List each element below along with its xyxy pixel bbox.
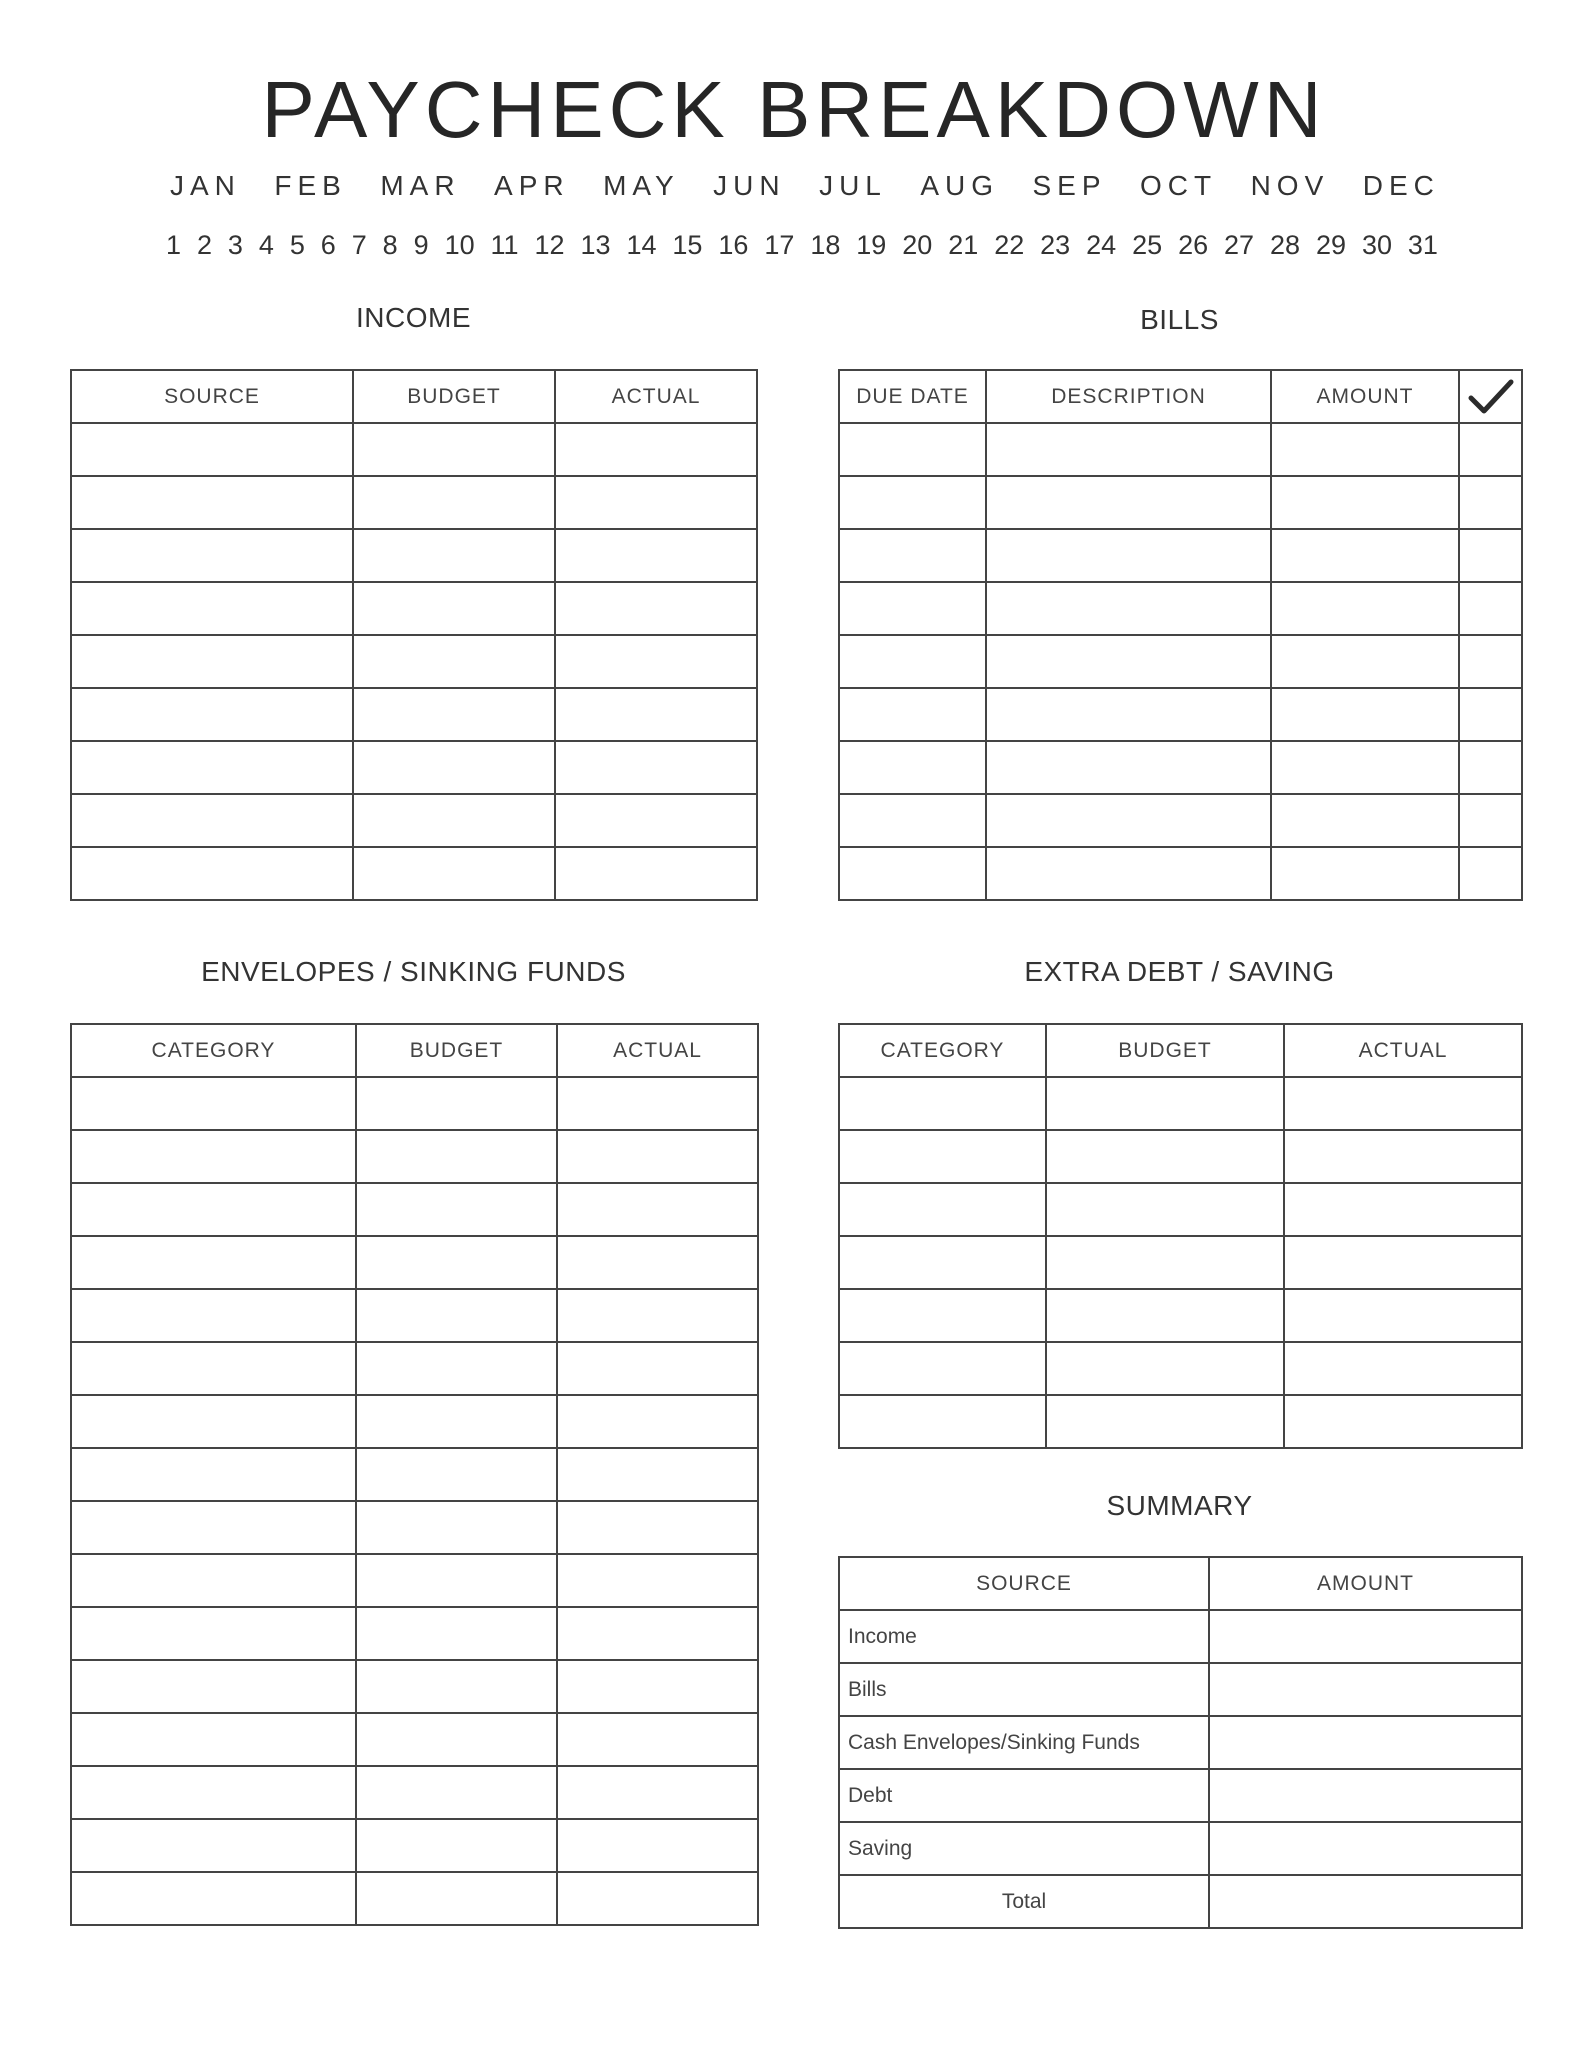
entry-cell[interactable] [71, 1183, 356, 1236]
entry-cell[interactable] [71, 1819, 356, 1872]
month-jul[interactable]: JUL [819, 170, 887, 201]
month-apr[interactable]: APR [494, 170, 570, 201]
column-header: DUE DATE [839, 370, 986, 423]
entry-cell[interactable] [1271, 794, 1459, 847]
summary-row [839, 1822, 1522, 1875]
entry-cell[interactable] [71, 847, 353, 900]
bills-title: BILLS [1140, 304, 1219, 335]
entry-cell[interactable] [557, 1554, 758, 1607]
entry-cell[interactable] [1459, 423, 1522, 476]
table-header-row [71, 370, 757, 423]
entry-cell[interactable] [839, 476, 986, 529]
summary-amount-cell[interactable] [1209, 1769, 1522, 1822]
entry-cell[interactable] [71, 794, 353, 847]
entry-cell[interactable] [557, 1607, 758, 1660]
entry-cell[interactable] [356, 1660, 557, 1713]
entry-cell[interactable] [1284, 1342, 1522, 1395]
entry-cell[interactable] [986, 635, 1271, 688]
table-row [71, 1501, 758, 1554]
entry-cell[interactable] [839, 1342, 1046, 1395]
entry-cell[interactable] [356, 1448, 557, 1501]
entry-cell[interactable] [557, 1289, 758, 1342]
entry-cell[interactable] [1459, 635, 1522, 688]
entry-cell[interactable] [839, 1236, 1046, 1289]
entry-cell[interactable] [353, 635, 555, 688]
income-title: INCOME [356, 302, 471, 333]
entry-cell[interactable] [555, 476, 757, 529]
entry-cell[interactable] [986, 794, 1271, 847]
entry-cell[interactable] [557, 1183, 758, 1236]
table-row [839, 688, 1522, 741]
summary-amount-cell[interactable] [1209, 1822, 1522, 1875]
bills-table [838, 369, 1523, 901]
day-16[interactable]: 16 [718, 230, 749, 260]
entry-cell[interactable] [1046, 1342, 1284, 1395]
entry-cell[interactable] [71, 1607, 356, 1660]
entry-cell[interactable] [71, 635, 353, 688]
table-row [839, 1077, 1522, 1130]
summary-label: Debt [839, 1769, 1209, 1822]
table-row [839, 794, 1522, 847]
entry-cell[interactable] [71, 476, 353, 529]
entry-cell[interactable] [557, 1130, 758, 1183]
entry-cell[interactable] [839, 847, 986, 900]
entry-cell[interactable] [356, 1819, 557, 1872]
entry-cell[interactable] [1284, 1130, 1522, 1183]
envelopes-title: ENVELOPES / SINKING FUNDS [201, 956, 626, 987]
column-header: ACTUAL [555, 370, 757, 423]
entry-cell[interactable] [353, 423, 555, 476]
table-row [71, 1660, 758, 1713]
entry-cell[interactable] [353, 582, 555, 635]
summary-total-row [839, 1875, 1522, 1928]
summary-title: SUMMARY [1106, 1490, 1253, 1521]
entry-cell[interactable] [71, 529, 353, 582]
summary-label: Cash Envelopes/Sinking Funds [839, 1716, 1209, 1769]
entry-cell[interactable] [839, 1130, 1046, 1183]
entry-cell[interactable] [557, 1342, 758, 1395]
entry-cell[interactable] [1271, 529, 1459, 582]
entry-cell[interactable] [356, 1501, 557, 1554]
entry-cell[interactable] [986, 847, 1271, 900]
table-row [839, 476, 1522, 529]
entry-cell[interactable] [1271, 635, 1459, 688]
table-row [71, 794, 757, 847]
column-header: AMOUNT [1209, 1557, 1522, 1610]
entry-cell[interactable] [353, 741, 555, 794]
entry-cell[interactable] [1284, 1236, 1522, 1289]
summary-label: Bills [839, 1663, 1209, 1716]
day-8[interactable]: 8 [382, 230, 398, 260]
entry-cell[interactable] [1271, 423, 1459, 476]
month-dec[interactable]: DEC [1362, 170, 1440, 201]
entry-cell[interactable] [986, 741, 1271, 794]
entry-cell[interactable] [986, 582, 1271, 635]
entry-cell[interactable] [1284, 1289, 1522, 1342]
column-header: SOURCE [839, 1557, 1209, 1610]
entry-cell[interactable] [1284, 1077, 1522, 1130]
table-row [71, 1872, 758, 1925]
table-row [71, 847, 757, 900]
summary-row [839, 1610, 1522, 1663]
entry-cell[interactable] [1459, 529, 1522, 582]
day-13[interactable]: 13 [580, 230, 611, 260]
table-row [839, 529, 1522, 582]
day-30[interactable]: 30 [1361, 230, 1392, 260]
day-23[interactable]: 23 [1040, 230, 1071, 260]
day-25[interactable]: 25 [1132, 230, 1163, 260]
table-header-row [839, 370, 1522, 423]
entry-cell[interactable] [1271, 847, 1459, 900]
entry-cell[interactable] [557, 1395, 758, 1448]
entry-cell[interactable] [1459, 476, 1522, 529]
table-row [71, 1130, 758, 1183]
income-table [70, 369, 758, 901]
table-row [839, 1183, 1522, 1236]
day-19[interactable]: 19 [856, 230, 887, 260]
entry-cell[interactable] [1284, 1395, 1522, 1448]
entry-cell[interactable] [353, 847, 555, 900]
entry-cell[interactable] [356, 1236, 557, 1289]
column-header: BUDGET [353, 370, 555, 423]
entry-cell[interactable] [353, 794, 555, 847]
entry-cell[interactable] [356, 1554, 557, 1607]
entry-cell[interactable] [71, 1448, 356, 1501]
entry-cell[interactable] [71, 1077, 356, 1130]
entry-cell[interactable] [986, 688, 1271, 741]
table-row [71, 741, 757, 794]
entry-cell[interactable] [555, 582, 757, 635]
entry-cell[interactable] [839, 741, 986, 794]
day-selector [166, 230, 1438, 261]
entry-cell[interactable] [555, 635, 757, 688]
day-10[interactable]: 10 [444, 230, 475, 260]
day-1[interactable]: 1 [166, 230, 182, 260]
table-row [71, 635, 757, 688]
entry-cell[interactable] [1271, 688, 1459, 741]
table-row [71, 1713, 758, 1766]
month-sep[interactable]: SEP [1032, 170, 1107, 201]
entry-cell[interactable] [1046, 1077, 1284, 1130]
entry-cell[interactable] [839, 582, 986, 635]
day-29[interactable]: 29 [1315, 230, 1347, 260]
entry-cell[interactable] [1046, 1236, 1284, 1289]
summary-total-cell[interactable] [1209, 1875, 1522, 1928]
column-header: CATEGORY [839, 1024, 1046, 1077]
month-may[interactable]: MAY [603, 170, 680, 201]
entry-cell[interactable] [356, 1077, 557, 1130]
day-14[interactable]: 14 [626, 230, 657, 260]
table-row [839, 1289, 1522, 1342]
column-header: BUDGET [356, 1024, 557, 1077]
entry-cell[interactable] [71, 1342, 356, 1395]
day-7[interactable]: 7 [351, 230, 367, 260]
table-header-row [839, 1557, 1522, 1610]
entry-cell[interactable] [71, 423, 353, 476]
entry-cell[interactable] [356, 1766, 557, 1819]
table-header-row [839, 1024, 1522, 1077]
table-row [71, 1819, 758, 1872]
entry-cell[interactable] [839, 1395, 1046, 1448]
table-row [839, 1130, 1522, 1183]
entry-cell[interactable] [71, 741, 353, 794]
entry-cell[interactable] [986, 529, 1271, 582]
entry-cell[interactable] [71, 688, 353, 741]
column-header: CATEGORY [71, 1024, 356, 1077]
table-row [71, 1342, 758, 1395]
entry-cell[interactable] [1459, 794, 1522, 847]
entry-cell[interactable] [71, 1713, 356, 1766]
extra-table [838, 1023, 1523, 1449]
entry-cell[interactable] [557, 1448, 758, 1501]
table-header-row [71, 1024, 758, 1077]
entry-cell[interactable] [839, 1183, 1046, 1236]
day-2[interactable]: 2 [196, 230, 212, 260]
entry-cell[interactable] [356, 1183, 557, 1236]
entry-cell[interactable] [356, 1289, 557, 1342]
day-5[interactable]: 5 [289, 230, 305, 260]
entry-cell[interactable] [1046, 1289, 1284, 1342]
summary-amount-cell[interactable] [1209, 1716, 1522, 1769]
entry-cell[interactable] [356, 1395, 557, 1448]
column-header: AMOUNT [1271, 370, 1459, 423]
entry-cell[interactable] [1046, 1130, 1284, 1183]
entry-cell[interactable] [555, 741, 757, 794]
table-row [71, 1607, 758, 1660]
column-header: DESCRIPTION [986, 370, 1271, 423]
day-31[interactable]: 31 [1407, 230, 1438, 260]
entry-cell[interactable] [71, 1872, 356, 1925]
entry-cell[interactable] [1271, 476, 1459, 529]
month-aug[interactable]: AUG [920, 170, 1000, 201]
table-row [839, 582, 1522, 635]
summary-amount-cell[interactable] [1209, 1610, 1522, 1663]
entry-cell[interactable] [71, 1395, 356, 1448]
table-row [839, 847, 1522, 900]
month-feb[interactable]: FEB [274, 170, 347, 201]
table-row [71, 1554, 758, 1607]
checkmark-icon [1459, 370, 1522, 423]
table-row [839, 1342, 1522, 1395]
table-row [71, 1448, 758, 1501]
entry-cell[interactable] [555, 847, 757, 900]
entry-cell[interactable] [555, 423, 757, 476]
entry-cell[interactable] [986, 423, 1271, 476]
column-header: ACTUAL [557, 1024, 758, 1077]
table-row [71, 688, 757, 741]
entry-cell[interactable] [71, 1554, 356, 1607]
entry-cell[interactable] [839, 529, 986, 582]
extra-title: EXTRA DEBT / SAVING [1024, 956, 1335, 987]
entry-cell[interactable] [839, 688, 986, 741]
day-3[interactable]: 3 [227, 230, 243, 260]
entry-cell[interactable] [1046, 1183, 1284, 1236]
table-row [71, 1077, 758, 1130]
entry-cell[interactable] [1459, 741, 1522, 794]
day-22[interactable]: 22 [994, 230, 1025, 260]
entry-cell[interactable] [353, 476, 555, 529]
day-12[interactable]: 12 [534, 230, 565, 260]
entry-cell[interactable] [71, 1501, 356, 1554]
entry-cell[interactable] [1459, 582, 1522, 635]
entry-cell[interactable] [839, 1077, 1046, 1130]
entry-cell[interactable] [353, 529, 555, 582]
entry-cell[interactable] [557, 1872, 758, 1925]
page-title: PAYCHECK BREAKDOWN [261, 65, 1327, 154]
entry-cell[interactable] [71, 1130, 356, 1183]
entry-cell[interactable] [356, 1342, 557, 1395]
entry-cell[interactable] [557, 1766, 758, 1819]
entry-cell[interactable] [356, 1607, 557, 1660]
entry-cell[interactable] [986, 476, 1271, 529]
month-jun[interactable]: JUN [713, 170, 786, 201]
table-row [71, 423, 757, 476]
entry-cell[interactable] [71, 1766, 356, 1819]
entry-cell[interactable] [557, 1236, 758, 1289]
entry-cell[interactable] [555, 688, 757, 741]
entry-cell[interactable] [839, 794, 986, 847]
entry-cell[interactable] [555, 529, 757, 582]
envelopes-table [70, 1023, 759, 1926]
table-row [839, 1395, 1522, 1448]
entry-cell[interactable] [71, 1289, 356, 1342]
month-oct[interactable]: OCT [1139, 170, 1218, 201]
day-6[interactable]: 6 [320, 230, 336, 260]
day-20[interactable]: 20 [902, 230, 933, 260]
month-nov[interactable]: NOV [1250, 170, 1330, 201]
table-row [71, 1289, 758, 1342]
summary-total-label: Total [839, 1875, 1209, 1928]
day-11[interactable]: 11 [490, 230, 519, 260]
table-row [839, 1236, 1522, 1289]
day-15[interactable]: 15 [672, 230, 703, 260]
column-header: BUDGET [1046, 1024, 1284, 1077]
entry-cell[interactable] [1271, 582, 1459, 635]
column-header: ACTUAL [1284, 1024, 1522, 1077]
entry-cell[interactable] [1459, 847, 1522, 900]
summary-table [838, 1556, 1523, 1929]
table-row [71, 1183, 758, 1236]
table-row [71, 1766, 758, 1819]
column-header: SOURCE [71, 370, 353, 423]
entry-cell[interactable] [557, 1819, 758, 1872]
entry-cell[interactable] [557, 1077, 758, 1130]
table-row [71, 1236, 758, 1289]
summary-label: Saving [839, 1822, 1209, 1875]
table-row [71, 476, 757, 529]
table-row [71, 1395, 758, 1448]
entry-cell[interactable] [353, 688, 555, 741]
entry-cell[interactable] [557, 1713, 758, 1766]
entry-cell[interactable] [557, 1660, 758, 1713]
month-selector [170, 170, 1440, 202]
day-18[interactable]: 18 [810, 230, 841, 260]
summary-row [839, 1663, 1522, 1716]
table-row [839, 741, 1522, 794]
summary-row [839, 1769, 1522, 1822]
entry-cell[interactable] [71, 1660, 356, 1713]
entry-cell[interactable] [839, 635, 986, 688]
entry-cell[interactable] [557, 1501, 758, 1554]
entry-cell[interactable] [71, 1236, 356, 1289]
table-row [71, 529, 757, 582]
table-row [839, 635, 1522, 688]
summary-row [839, 1716, 1522, 1769]
summary-amount-cell[interactable] [1209, 1663, 1522, 1716]
month-jan[interactable]: JAN [170, 170, 241, 201]
table-row [71, 582, 757, 635]
entry-cell[interactable] [1284, 1183, 1522, 1236]
entry-cell[interactable] [1046, 1395, 1284, 1448]
entry-cell[interactable] [356, 1130, 557, 1183]
entry-cell[interactable] [1271, 741, 1459, 794]
day-9[interactable]: 9 [413, 230, 429, 260]
day-26[interactable]: 26 [1178, 230, 1209, 260]
month-mar[interactable]: MAR [380, 170, 461, 201]
entry-cell[interactable] [1459, 688, 1522, 741]
summary-label: Income [839, 1610, 1209, 1663]
entry-cell[interactable] [839, 1289, 1046, 1342]
day-24[interactable]: 24 [1086, 230, 1117, 260]
entry-cell[interactable] [356, 1872, 557, 1925]
day-21[interactable]: 21 [948, 230, 979, 260]
entry-cell[interactable] [555, 794, 757, 847]
entry-cell[interactable] [71, 582, 353, 635]
day-28[interactable]: 28 [1270, 230, 1301, 260]
entry-cell[interactable] [839, 423, 986, 476]
day-17[interactable]: 17 [764, 230, 795, 260]
table-row [839, 423, 1522, 476]
day-27[interactable]: 27 [1224, 230, 1255, 260]
day-4[interactable]: 4 [258, 230, 274, 260]
entry-cell[interactable] [356, 1713, 557, 1766]
